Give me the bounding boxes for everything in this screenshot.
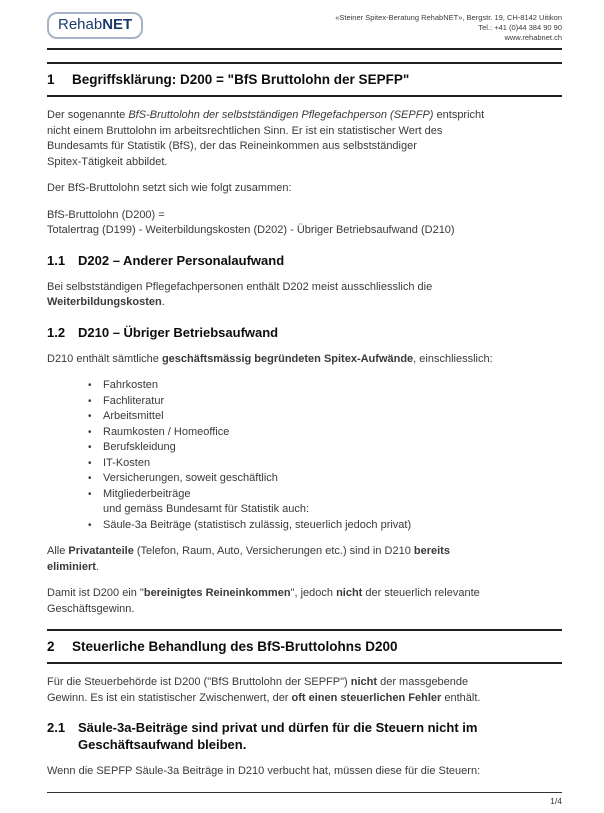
text-run: . — [95, 560, 99, 573]
brand-logo — [47, 12, 143, 39]
text-line — [47, 124, 562, 140]
list-item — [47, 425, 562, 441]
heading-1.2 — [47, 324, 562, 341]
paragraph — [47, 675, 562, 706]
bullet-icon: • — [88, 411, 92, 422]
list-item-text — [103, 440, 562, 456]
text-run: (Telefon, Raum, Auto, Versicherungen etc.) sind in D210 — [133, 545, 414, 557]
text-run: oft einen steuerlichen Fehler — [291, 691, 442, 704]
text-run: Versicherungen, soweit geschäftlich — [103, 472, 278, 484]
text-run: Bundesamts für Statistik (BfS), der das Reineinkommen aus selbstständiger — [47, 140, 417, 152]
text-line — [78, 736, 562, 753]
text-run: D210 – Übriger Betriebsaufwand — [78, 324, 279, 340]
text-run: Wenn die SEPFP Säule-3a Beiträge in D210 verbucht hat, müssen diese für die Steuern: — [47, 765, 481, 777]
page-header — [47, 0, 562, 50]
text-run: Für die Steuerbehörde ist D200 ("BfS Bruttolohn der SEPFP") — [47, 676, 351, 688]
text-run: Gewinn. Es ist ein statistischer Zwischenwert, der — [47, 691, 292, 704]
list-item — [47, 409, 562, 425]
list-item-text — [103, 378, 562, 394]
text-line — [78, 252, 562, 269]
page-footer — [47, 792, 562, 806]
paragraph — [47, 181, 562, 197]
text-run: Privatanteile — [68, 545, 134, 557]
text-line — [103, 440, 562, 456]
text-line — [103, 394, 562, 410]
text-line — [103, 456, 562, 472]
text-line — [47, 544, 562, 560]
bullet-icon: • — [88, 380, 92, 391]
logo-text-rehab: Rehab — [58, 16, 103, 33]
text-line — [72, 71, 562, 88]
text-line — [47, 295, 562, 311]
bullet-icon: • — [88, 519, 92, 531]
heading-2 — [47, 629, 562, 664]
text-run: Fahrkosten — [103, 379, 159, 391]
text-line — [47, 139, 562, 155]
text-run: Geschäftsaufwand bleiben. — [78, 737, 247, 752]
bullet-icon: • — [88, 488, 92, 500]
text-line — [103, 502, 562, 518]
text-run: enthält. — [441, 691, 481, 704]
text-line — [47, 280, 562, 296]
text-line — [103, 425, 562, 441]
text-line — [47, 223, 562, 239]
bullet-icon: • — [88, 457, 92, 469]
text-line — [47, 602, 562, 618]
list-item-text — [103, 456, 562, 472]
heading-text — [78, 719, 562, 753]
text-line — [47, 560, 562, 576]
text-line — [103, 378, 562, 394]
text-run: ", jedoch — [290, 587, 337, 599]
list-item-text — [103, 409, 562, 425]
text-run: BfS-Bruttolohn der selbstständigen Pflegefachperson (SEPFP) — [128, 109, 434, 121]
text-run: Arbeitsmittel — [103, 410, 164, 422]
bullet-icon: • — [88, 426, 92, 438]
heading-text — [72, 638, 562, 655]
list-item-text — [103, 425, 562, 441]
text-run: Alle — [47, 545, 69, 557]
bullet-icon: • — [88, 395, 92, 407]
text-run: Steuerliche Behandlung des BfS-Bruttolohns D200 — [72, 639, 398, 654]
document-body — [47, 62, 562, 780]
text-run: bereinigtes Reineinkommen — [143, 587, 291, 599]
text-run: , einschliesslich: — [413, 352, 493, 365]
bullet-icon: • — [88, 473, 92, 484]
text-run: der steuerlich relevante — [362, 587, 480, 599]
text-line — [47, 181, 562, 197]
text-run: und gemäss Bundesamt für Statistik auch: — [103, 503, 310, 515]
paragraph — [47, 280, 562, 311]
text-line — [47, 208, 562, 224]
text-line — [103, 518, 562, 534]
paragraph — [47, 208, 562, 239]
text-run: Begriffsklärung: D200 = "BfS Bruttolohn der SEPFP" — [72, 72, 410, 87]
heading-number: 2.1 — [47, 720, 66, 735]
paragraph — [47, 544, 562, 575]
text-run: bereits — [413, 545, 450, 557]
text-run: der massgebende — [377, 676, 469, 688]
text-run: Geschäftsgewinn. — [47, 602, 135, 615]
text-run: Berufskleidung — [103, 441, 176, 453]
paragraph — [47, 586, 562, 617]
text-run: nicht einem Bruttolohn im arbeitsrechtlichen Sinn. Er ist ein statistischer Wert des — [47, 124, 443, 137]
address-line-phone: Tel.: +41 (0)44 384 90 90 — [478, 23, 562, 32]
text-run: D202 – Anderer Personalaufwand — [78, 252, 285, 268]
text-line — [47, 352, 562, 368]
list-item-text — [103, 471, 562, 487]
text-line — [103, 471, 562, 487]
text-line — [72, 638, 562, 655]
list-item-text — [103, 518, 562, 534]
text-line — [103, 487, 562, 503]
heading-1.1 — [47, 252, 562, 269]
list-item — [47, 471, 562, 487]
text-run: Der BfS-Bruttolohn setzt sich wie folgt zusammen: — [47, 182, 292, 194]
header-address — [335, 12, 562, 43]
text-run: eliminiert — [47, 560, 96, 573]
list-item — [47, 487, 562, 518]
list-item — [47, 456, 562, 472]
text-run: Säule-3a Beiträge (statistisch zulässig, steuerlich jedoch privat) — [103, 518, 412, 531]
list-item-text — [103, 487, 562, 518]
paragraph — [47, 352, 562, 368]
text-run: BfS-Bruttolohn (D200) = — [47, 208, 165, 221]
text-line — [103, 409, 562, 425]
text-run: Weiterbildungskosten — [47, 296, 162, 308]
text-line — [47, 691, 562, 707]
text-run: Säule-3a-Beiträge sind privat und dürfen für die Steuern nicht im — [78, 720, 478, 735]
text-run: geschäftsmässig begründeten Spitex-Aufwände — [161, 352, 414, 365]
text-run: D210 enthält sämtliche — [47, 352, 162, 365]
text-run: Damit ist D200 ein " — [47, 587, 144, 599]
text-run: Bei selbstständigen Pflegefachpersonen enthält D202 meist ausschliesslich die — [47, 280, 433, 293]
logo-text-net: NET — [102, 16, 133, 33]
page-number: 1/4 — [550, 796, 562, 806]
list-item — [47, 394, 562, 410]
text-run: Mitgliederbeiträge — [103, 487, 191, 500]
heading-number: 2 — [47, 639, 55, 654]
heading-2.1 — [47, 719, 562, 753]
heading-1 — [47, 62, 562, 97]
address-line-website: www.rehabnet.ch — [504, 33, 562, 42]
text-run: Der sogenannte — [47, 109, 129, 121]
heading-number: 1 — [47, 72, 55, 87]
heading-text — [78, 252, 562, 269]
text-run: Fachliteratur — [103, 394, 165, 407]
heading-number: 1.1 — [47, 252, 66, 268]
text-line — [47, 108, 562, 124]
text-run: Spitex-Tätigkeit abbildet. — [47, 155, 168, 168]
text-run: nicht — [336, 587, 363, 599]
list-item — [47, 518, 562, 534]
heading-text — [72, 71, 562, 88]
text-line — [47, 675, 562, 691]
list-item — [47, 440, 562, 456]
text-run: . — [161, 296, 165, 308]
text-run: IT-Kosten — [103, 456, 151, 469]
text-run: nicht — [350, 676, 378, 688]
heading-number: 1.2 — [47, 324, 66, 340]
address-line-company: «Steiner Spitex-Beratung RehabNET», Bergstr. 19, CH-8142 Uitikon — [335, 13, 562, 22]
text-run: entspricht — [433, 109, 485, 121]
text-line — [78, 324, 562, 341]
list-item-text — [103, 394, 562, 410]
bullet-list — [47, 378, 562, 533]
paragraph — [47, 764, 562, 780]
text-line — [47, 155, 562, 171]
list-item — [47, 378, 562, 394]
paragraph — [47, 108, 562, 170]
text-line — [78, 719, 562, 736]
text-run: Totalertrag (D199) - Weiterbildungskosten (D202) - Übriger Betriebsaufwand (D210) — [47, 224, 455, 236]
text-run: Raumkosten / Homeoffice — [103, 425, 230, 438]
text-line — [47, 764, 562, 780]
bullet-icon: • — [88, 442, 92, 453]
text-line — [47, 586, 562, 602]
heading-text — [78, 324, 562, 341]
